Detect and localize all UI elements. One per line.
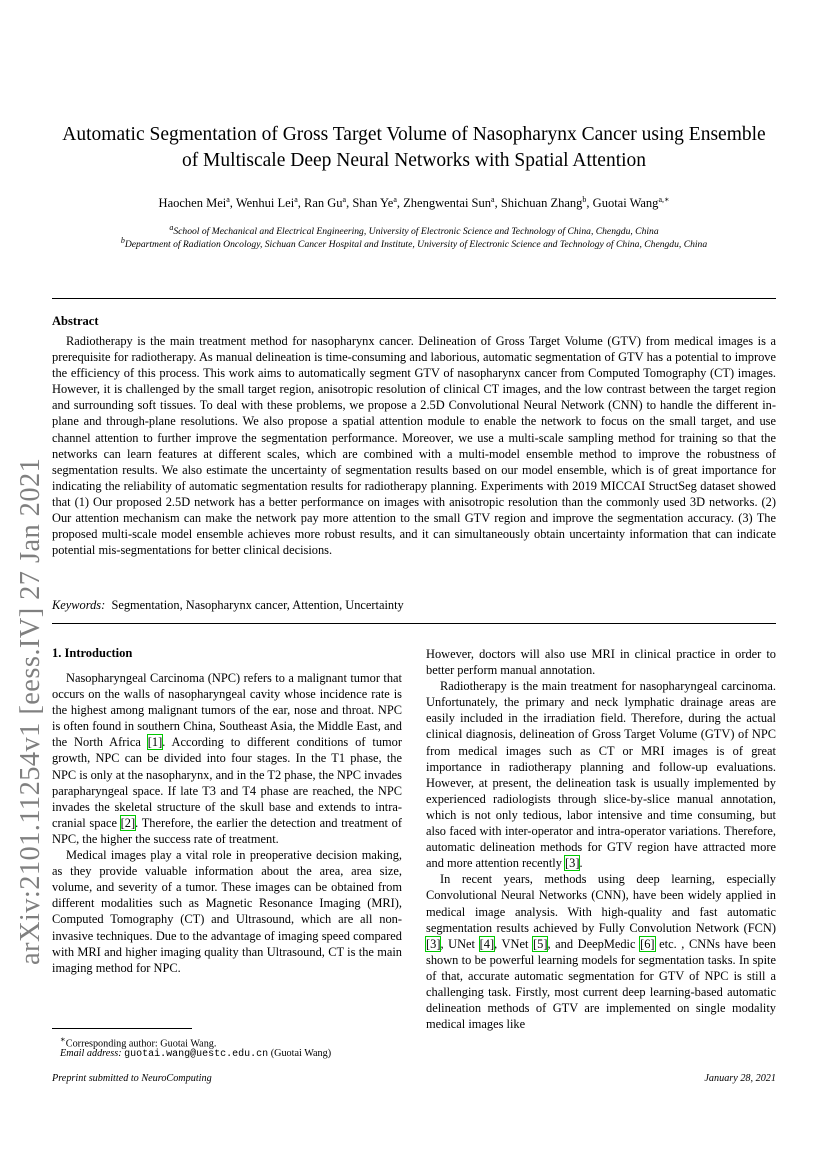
citation-link[interactable]: [6] <box>640 936 655 951</box>
footnote-email <box>60 1048 331 1060</box>
title-line-2: of Multiscale Deep Neural Networks with Spatial Attention <box>181 150 647 171</box>
footer-preprint: Preprint submitted to NeuroComputing <box>52 1073 212 1084</box>
email-owner: (Guotai Wang) <box>270 1048 332 1059</box>
paper-title <box>40 122 788 174</box>
author-affiliation-mark: a <box>491 195 495 204</box>
footnote-rule <box>52 1028 192 1029</box>
abstract-heading: Abstract <box>52 314 99 328</box>
email-address[interactable]: guotai.wang@uestc.edu.cn <box>124 1049 269 1060</box>
keywords-text: Segmentation, Nasopharynx cancer, Attention, Uncertainty <box>111 598 404 612</box>
citation-link[interactable]: [3] <box>565 856 580 871</box>
intro-paragraph-2: Medical images play a vital role in preoperative decision making, as they provide valuable information about the area, area size, volume, and severity of a tumor. These images can be obtained from different modalities such as Magnetic Resonance Imaging (MRI), Computed Tomography (CT) and Ultrasound, which are all non-invasive techniques. Due to the advantage of imaging speed compared with MRI and higher imaging quality than Ultrasound, CT is the main imaging method for NPC. <box>52 848 402 975</box>
author-name: Haochen Mei$^a$ <box>158 195 230 211</box>
email-label: Email address: <box>60 1048 122 1059</box>
arxiv-side-stamp: arXiv:2101.11254v1 [eess.IV] 27 Jan 2021 <box>15 457 46 965</box>
keywords-line <box>52 598 404 613</box>
abstract-rule <box>52 623 776 624</box>
intro-paragraph-3: Radiotherapy is the main treatment for nasopharyngeal carcinoma. Unfortunately, the primary and neck lymphatic drainage areas are easily included in the irradiation field. Therefore, during the actual clinical diagnosis, delineation of Gross Target Volume (GTV) of NPC from medical images such as CT or MRI images is of great importance in radiotherapy planning and follow-up evaluations. However, at present, the delineation task is usually implemented by experienced radiologists through slice-by-slice manual annotation, which is not only tedious, labor intensive and time consuming, but also faced with inter-operator and intra-operator variations. Therefore, automatic delineation methods for GTV region have attracted more and more attention recently [3]. <box>426 679 776 871</box>
citation-link[interactable]: [1] <box>147 735 163 750</box>
affiliation-a-text: School of Mechanical and Electrical Engineering, University of Electronic Science and Technology of China, Chengdu, China <box>173 226 659 238</box>
author-name: Shan Ye$^a$ <box>352 195 397 211</box>
title-line-1: Automatic Segmentation of Gross Target Volume of Nasopharynx Cancer using Ensemble <box>62 124 766 145</box>
author-affiliation-mark: a <box>393 195 397 204</box>
author-affiliation-mark: a <box>342 195 347 204</box>
footnote-mark: ∗ <box>60 1034 66 1044</box>
citation-link[interactable]: [2] <box>120 815 136 830</box>
author-name: Ran Gu$^a$ <box>304 195 347 211</box>
author-name: Wenhui Lei$^a$ <box>235 195 298 211</box>
right-column <box>426 646 776 1032</box>
author-affiliation-mark: a <box>226 195 230 204</box>
author-affiliation-mark: a,∗ <box>658 195 670 204</box>
intro-paragraph-continued: However, doctors will also use MRI in clinical practice in order to better perform manual annotation. <box>426 647 776 678</box>
author-name: Guotai Wang$^{a,∗}$ <box>592 195 670 211</box>
author-name: Shichuan Zhang$^b$ <box>500 195 587 211</box>
citation-link[interactable]: [5] <box>533 936 548 951</box>
section-heading-introduction: 1. Introduction <box>52 646 133 660</box>
author-list: Haochen Mei$^a$, Wenhui Lei$^a$, Ran Gu$^a$, Shan Ye$^a$, Zhengwentai Sun$^a$, Shichuan Zhang$^b$, Guotai Wang$^{a,∗}$ <box>158 195 670 211</box>
affiliation-b-text: Department of Radiation Oncology, Sichuan Cancer Hospital and Institute, University of Electronic Science and Technology of China, Chengdu, China <box>124 239 708 251</box>
abstract-body: Radiotherapy is the main treatment method for nasopharynx cancer. Delineation of Gross Target Volume (GTV) from medical images is a prerequisite for radiotherapy. As manual delineation is time-consuming and laborious, automatic segmentation of GTV has a potential to improve the efficiency of this process. This work aims to automatically segment GTV of nasopharynx cancer from Computed Tomography (CT) images. However, it is challenged by the small target region, anisotropic resolution of clinical CT images, and the low contrast between the target region and surrounding soft tissues. To deal with these problems, we propose a 2.5D Convolutional Neural Network (CNN) to handle the different in-plane and through-plane resolutions. We also propose a spatial attention module to enable the network to focus on the small target, and use channel attention to further improve the segmentation performance. Moreover, we use a multi-scale sampling method for training so that the networks can learn features at different scales, which are combined with a multi-model ensemble method to improve the robustness of segmentation results. We also estimate the uncertainty of segmentation results based on our model ensemble, which is of great importance for indicating the reliability of automatic segmentation results for radiotherapy planning. Experiments with 2019 MICCAI StructSeg dataset showed that (1) Our proposed 2.5D network has a better performance on images with anisotropic resolution than the commonly used 3D networks. (2) Our attention mechanism can make the network pay more attention to the small GTV region and improve the segmentation accuracy. (3) The proposed multi-scale model ensemble achieves more robust results, and it can simultaneously obtain uncertainty information that can indicate potential mis-segmentations for better clinical decisions. <box>52 334 776 558</box>
affiliation-b <box>40 236 788 250</box>
affiliation-a-mark: a <box>169 223 174 232</box>
citation-link[interactable]: [3] <box>426 936 441 951</box>
author-name: Zhengwentai Sun$^a$ <box>403 195 495 211</box>
left-column <box>52 670 402 976</box>
author-affiliation-mark: b <box>582 195 587 204</box>
intro-paragraph-1: Nasopharyngeal Carcinoma (NPC) refers to a malignant tumor that occurs on the walls of nasopharyngeal cavity whose incidence rate is the highest among malignant tumors of the ear, nose and throat. NPC is often found in southern China, Southeast Asia, the Middle East, and the North Africa [1]. According to different conditions of tumor growth, NPC can be divided into four stages. In the T1 phase, the NPC is only at the nasopharynx, and in the T2 phase, the NPC invades parapharyngeal space. If late T3 and T4 phase are reached, the NPC invades the skeletal structure of the skull base and extends to intra-cranial space [2]. Therefore, the earlier the detection and treatment of NPC, the higher the success rate of treatment. <box>52 671 402 846</box>
footer-date: January 28, 2021 <box>704 1073 776 1084</box>
footnote-corresponding: ∗Corresponding author: Guotai Wang. <box>60 1034 217 1050</box>
keywords-label: Keywords: <box>52 598 106 612</box>
citation-link[interactable]: [4] <box>479 936 495 951</box>
intro-paragraph-4: In recent years, methods using deep learning, especially Convolutional Neural Networks (CNN), have been widely applied in medical image analysis. With high-quality and fast automatic segmentation results achieved by Fully Convolution Network (FCN) [3], UNet [4], VNet [5], and DeepMedic [6] etc. , CNNs have been shown to be powerful learning models for segmentation tasks. In spite of that, accurate automatic segmentation for GTV of NPC is still a challenging task. Firstly, most current deep learning-based automatic delineation methods of GTV are implemented on single modality medical images like <box>426 872 776 1032</box>
affiliation-b-mark: b <box>120 236 125 245</box>
author-affiliation-mark: a <box>294 195 298 204</box>
header-rule <box>52 298 776 299</box>
